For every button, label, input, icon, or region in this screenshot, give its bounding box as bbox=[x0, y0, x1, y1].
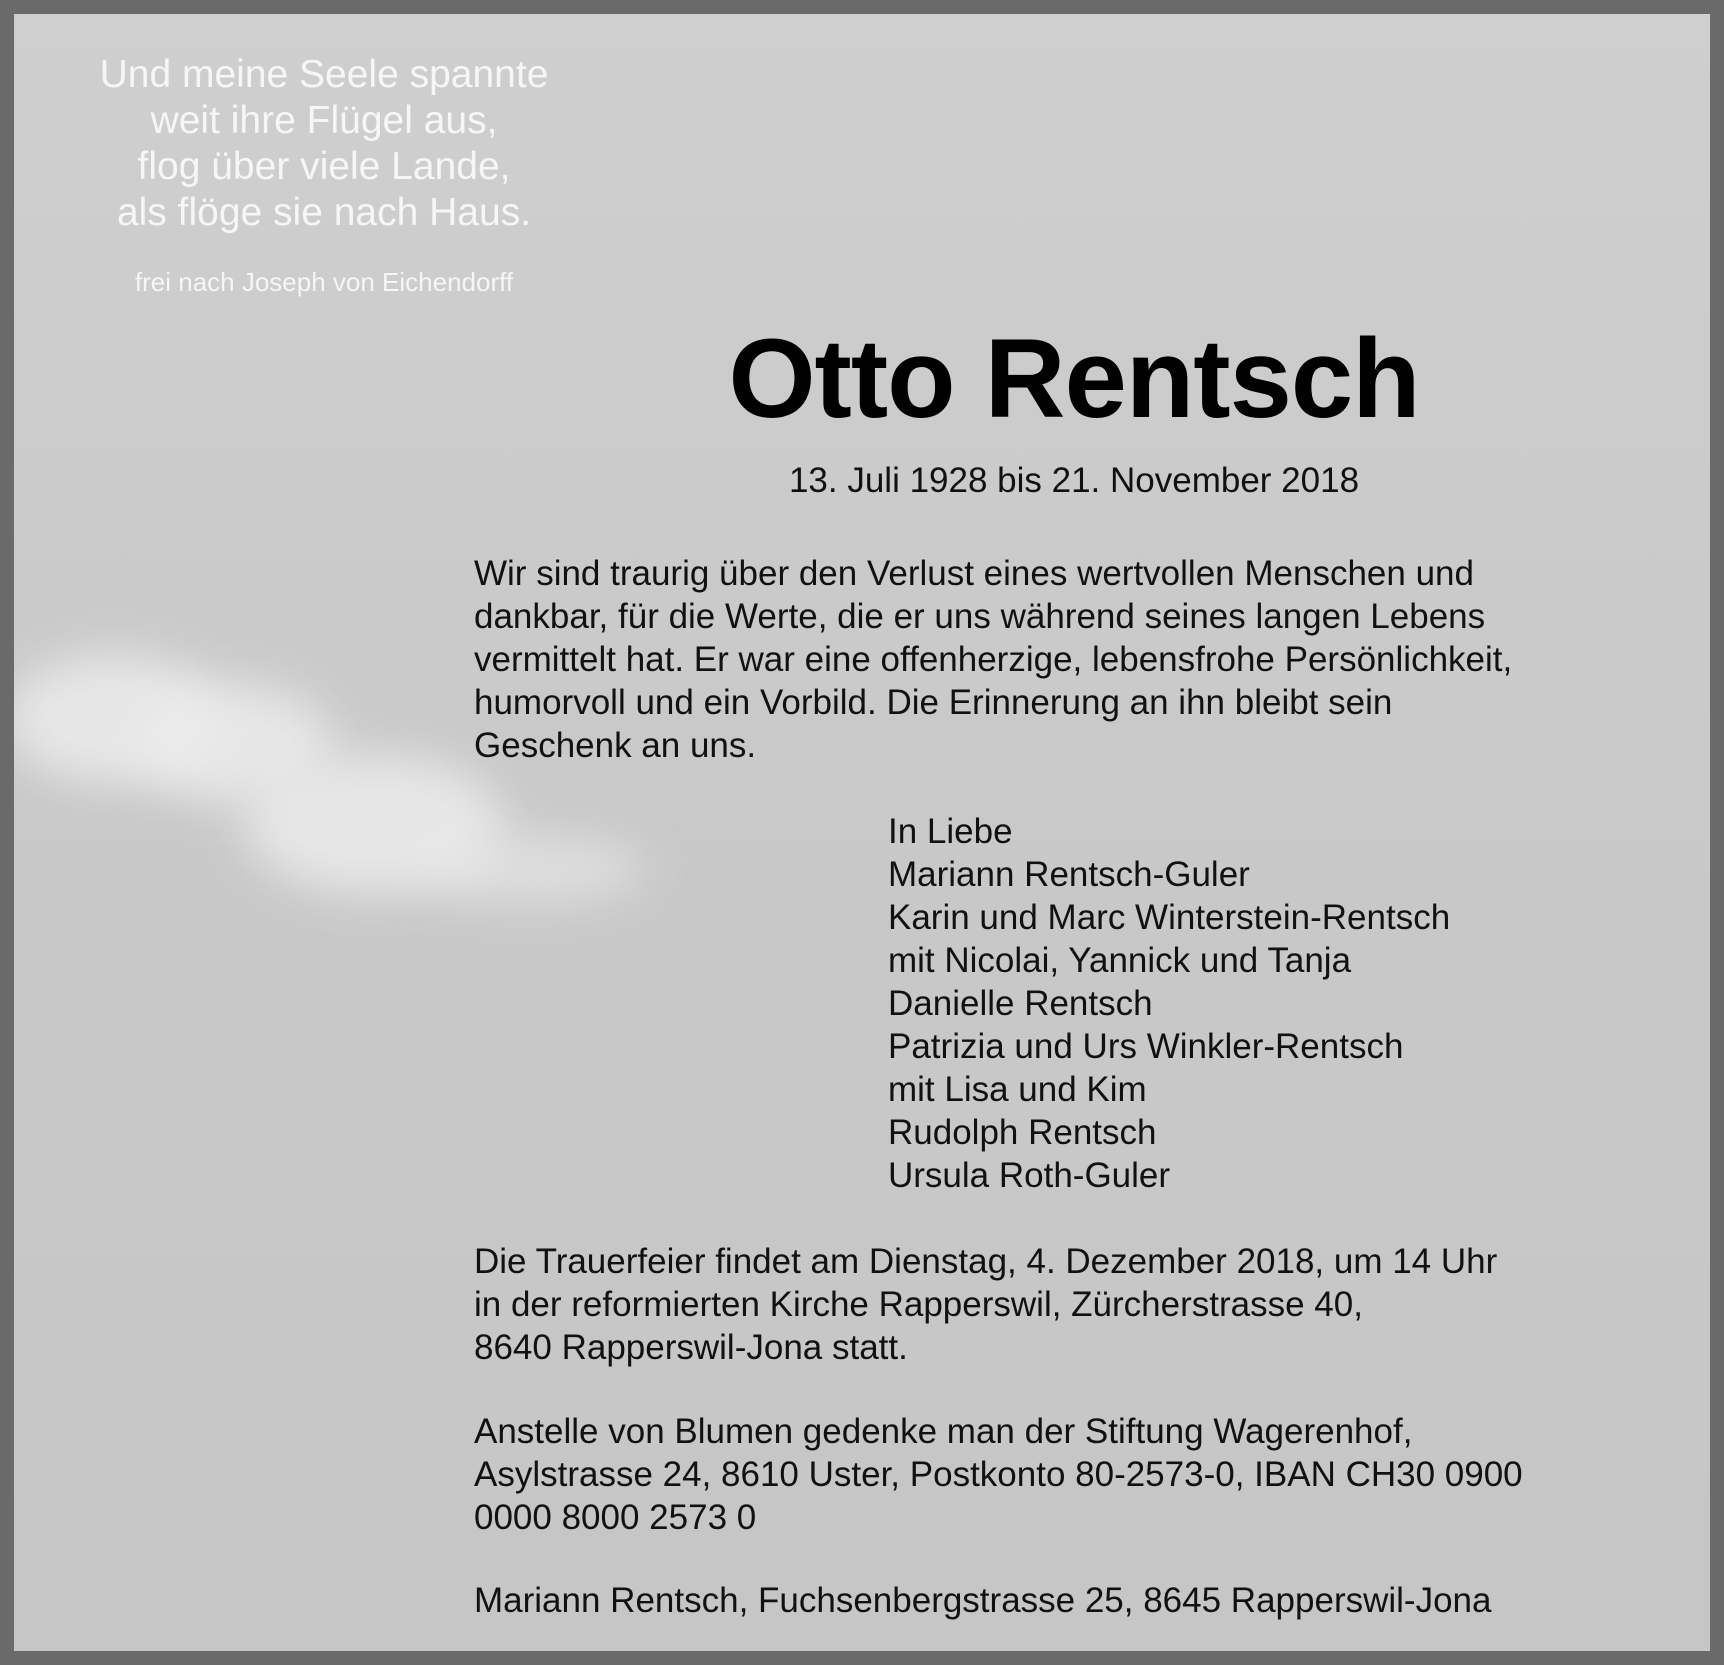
mourner-line: In Liebe bbox=[888, 812, 1013, 851]
tribute-line: humorvoll und ein Vorbild. Die Erinnerung an ihn bleibt sein bbox=[474, 683, 1393, 722]
mourner-line: Ursula Roth-Guler bbox=[888, 1156, 1171, 1195]
donation-line: 0000 8000 2573 0 bbox=[474, 1498, 757, 1537]
service-line: 8640 Rapperswil-Jona statt. bbox=[474, 1328, 908, 1367]
mourner-line: Karin und Marc Winterstein-Rentsch bbox=[888, 898, 1451, 937]
contact-address bbox=[474, 1579, 1694, 1622]
mourners-list bbox=[888, 810, 1688, 1197]
poem-attribution: frei nach Joseph von Eichendorff bbox=[134, 267, 514, 297]
contact-line: Mariann Rentsch, Fuchsenbergstrasse 25, 8645 Rapperswil-Jona bbox=[474, 1581, 1492, 1620]
mourner-line: Patrizia und Urs Winkler-Rentsch bbox=[888, 1027, 1404, 1066]
tribute-line: vermittelt hat. Er war eine offenherzige, lebensfrohe Persönlichkeit, bbox=[474, 640, 1513, 679]
poem bbox=[44, 52, 604, 236]
mourner-line: Mariann Rentsch-Guler bbox=[888, 855, 1250, 894]
poem-line: flog über viele Lande, bbox=[137, 145, 511, 188]
service-info bbox=[474, 1240, 1694, 1369]
poem-line: Und meine Seele spannte bbox=[99, 53, 549, 96]
donation-line: Asylstrasse 24, 8610 Uster, Postkonto 80-2573-0, IBAN CH30 0900 bbox=[474, 1455, 1523, 1494]
service-line: in der reformierten Kirche Rapperswil, Zürcherstrasse 40, bbox=[474, 1285, 1363, 1324]
tribute-line: Geschenk an uns. bbox=[474, 726, 757, 765]
donation-info bbox=[474, 1410, 1694, 1539]
service-line: Die Trauerfeier findet am Dienstag, 4. Dezember 2018, um 14 Uhr bbox=[474, 1242, 1498, 1281]
mourner-line: Rudolph Rentsch bbox=[888, 1113, 1157, 1152]
donation-line: Anstelle von Blumen gedenke man der Stiftung Wagerenhof, bbox=[474, 1412, 1413, 1451]
cloud bbox=[414, 834, 644, 904]
mourner-line: mit Lisa und Kim bbox=[888, 1070, 1147, 1109]
tribute-line: Wir sind traurig über den Verlust eines wertvollen Menschen und bbox=[474, 554, 1474, 593]
obituary-notice bbox=[14, 14, 1710, 1651]
tribute-text bbox=[474, 552, 1694, 767]
tribute-line: dankbar, für die Werte, die er uns während seines langen Lebens bbox=[474, 597, 1486, 636]
mourner-line: Danielle Rentsch bbox=[888, 984, 1153, 1023]
poem-line: als flöge sie nach Haus. bbox=[116, 191, 532, 234]
mourner-line: mit Nicolai, Yannick und Tanja bbox=[888, 941, 1352, 980]
deceased-name: Otto Rentsch bbox=[728, 316, 1420, 441]
poem-line: weit ihre Flügel aus, bbox=[150, 99, 498, 142]
life-dates: 13. Juli 1928 bis 21. November 2018 bbox=[788, 461, 1360, 500]
